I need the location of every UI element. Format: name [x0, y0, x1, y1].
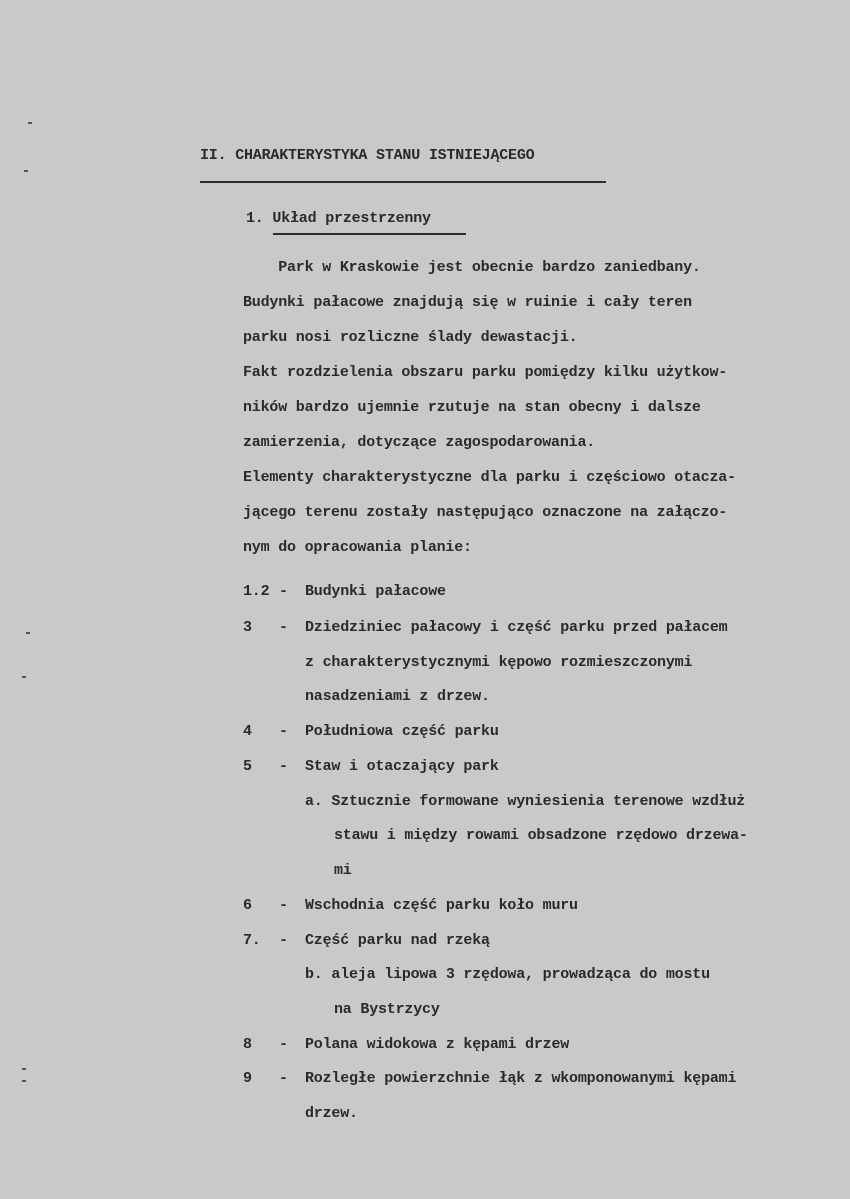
- paragraph-line: jącego terenu zostały następująco oznaczone na załączo-: [243, 504, 728, 521]
- list-item-text: Staw i otaczający park: [305, 758, 499, 775]
- margin-mark: [22, 676, 26, 678]
- paragraph-line: Elementy charakterystyczne dla parku i częściowo otacza-: [243, 469, 736, 486]
- list-item-dash: -: [279, 1036, 288, 1053]
- margin-mark: [28, 122, 32, 124]
- list-item-number: 1.2: [243, 583, 270, 600]
- list-item-number: 8: [243, 1036, 252, 1053]
- sub-item-text: stawu i między rowami obsadzone rzędowo drzewa-: [334, 827, 748, 844]
- list-item-dash: -: [279, 619, 288, 636]
- paragraph-line: Budynki pałacowe znajdują się w ruinie i cały teren: [243, 294, 692, 311]
- sub-item-text: b. aleja lipowa 3 rzędowa, prowadząca do mostu: [305, 966, 710, 983]
- margin-mark: [22, 1080, 26, 1082]
- paragraph-line: Park w Kraskowie jest obecnie bardzo zaniedbany.: [243, 259, 701, 276]
- list-item-text: Polana widokowa z kępami drzew: [305, 1036, 570, 1053]
- list-item-number: 4: [243, 723, 252, 740]
- list-item-text: Wschodnia część parku koło muru: [305, 897, 578, 914]
- paragraph-line: zamierzenia, dotyczące zagospodarowania.: [243, 434, 596, 451]
- margin-mark: [22, 1068, 26, 1070]
- paragraph-line: nym do opracowania planie:: [243, 539, 472, 556]
- list-item-dash: -: [279, 758, 288, 775]
- margin-mark: [26, 632, 30, 634]
- paragraph-line: ników bardzo ujemnie rzutuje na stan obecny i dalsze: [243, 399, 701, 416]
- sub-item-text: mi: [334, 862, 352, 879]
- list-item-dash: -: [279, 932, 288, 949]
- list-item-text: drzew.: [305, 1105, 358, 1122]
- list-item-dash: -: [279, 897, 288, 914]
- list-item-number: 3: [243, 619, 252, 636]
- subsection-heading: 1. Układ przestrzenny: [246, 210, 431, 227]
- list-item-text: nasadzeniami z drzew.: [305, 688, 490, 705]
- list-item-number: 5: [243, 758, 252, 775]
- list-item-dash: -: [279, 723, 288, 740]
- sub-item-text: a. Sztucznie formowane wyniesienia terenowe wzdłuż: [305, 793, 746, 810]
- list-item-text: Budynki pałacowe: [305, 583, 446, 600]
- paragraph-line: parku nosi rozliczne ślady dewastacji.: [243, 329, 578, 346]
- list-item-dash: -: [279, 583, 288, 600]
- list-item-number: 6: [243, 897, 252, 914]
- list-item-text: Rozległe powierzchnie łąk z wkomponowanymi kępami: [305, 1070, 737, 1087]
- paragraph-line: Fakt rozdzielenia obszaru parku pomiędzy kilku użytkow-: [243, 364, 728, 381]
- list-item-text: Dziedziniec pałacowy i część parku przed pałacem: [305, 619, 728, 636]
- section-heading: II. CHARAKTERYSTYKA STANU ISTNIEJĄCEGO: [200, 147, 535, 164]
- list-item-number: 7.: [243, 932, 261, 949]
- list-item-number: 9: [243, 1070, 252, 1087]
- margin-mark: [24, 170, 28, 172]
- list-item-text: z charakterystycznymi kępowo rozmieszczonymi: [305, 654, 693, 671]
- heading-underline: [200, 181, 606, 183]
- subheading-underline: [273, 233, 466, 235]
- list-item-text: Południowa część parku: [305, 723, 499, 740]
- sub-item-text: na Bystrzycy: [334, 1001, 440, 1018]
- list-item-dash: -: [279, 1070, 288, 1087]
- list-item-text: Część parku nad rzeką: [305, 932, 490, 949]
